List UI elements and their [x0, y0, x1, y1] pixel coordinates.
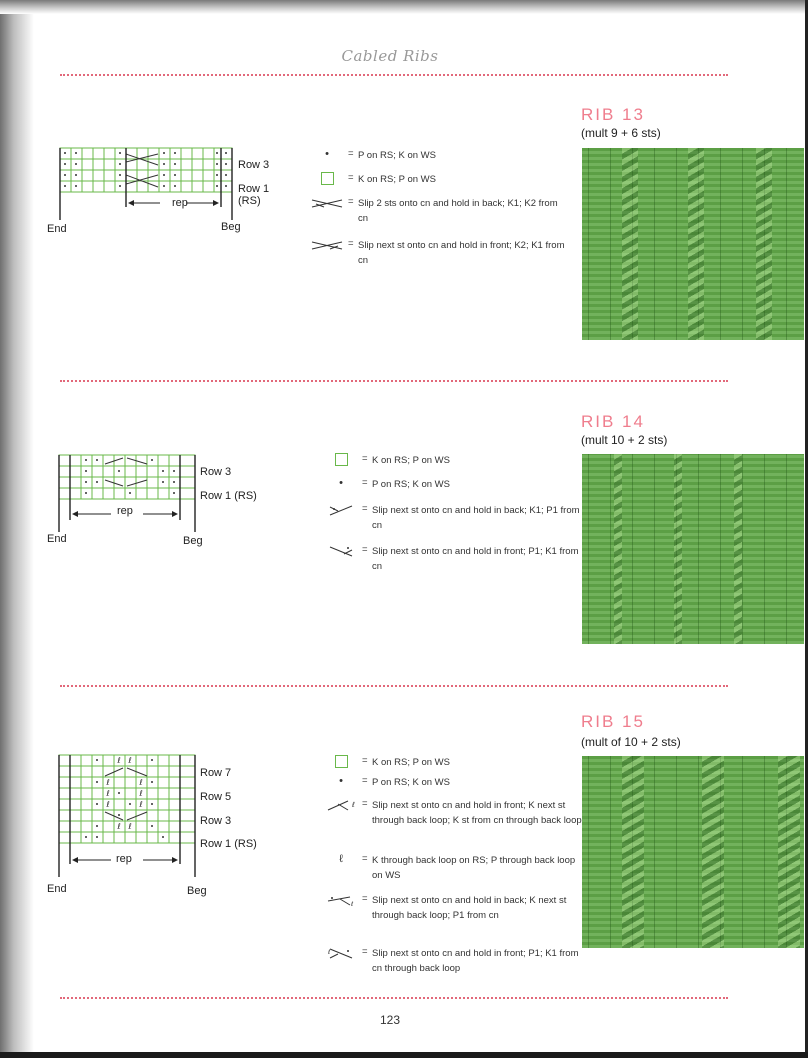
svg-text:ℓ: ℓ [352, 801, 355, 809]
cable-front-tbl-icon [324, 798, 358, 812]
svg-text:ℓ: ℓ [139, 800, 143, 809]
svg-text:ℓ: ℓ [117, 822, 121, 831]
page-number: 123 [379, 1013, 401, 1027]
beg-label: Beg [187, 885, 207, 897]
purl-dot-icon: • [339, 775, 343, 787]
svg-text:ℓ: ℓ [106, 778, 110, 787]
cable-back-icon [310, 196, 344, 210]
swatch-photo [582, 454, 804, 644]
stitch-chart [50, 145, 240, 220]
dotted-rule [60, 685, 728, 687]
empty-square-icon [324, 453, 358, 467]
beg-label: Beg [221, 221, 241, 233]
purl-dot-icon: • [325, 148, 329, 160]
bottom-edge [0, 1052, 808, 1058]
svg-text:ℓ: ℓ [328, 949, 331, 956]
row-label: (RS) [238, 195, 261, 207]
dotted-rule-top [60, 74, 728, 76]
rib-mult: (mult of 10 + 2 sts) [581, 735, 681, 749]
dotted-rule-bottom [60, 997, 728, 999]
svg-text:ℓ: ℓ [106, 800, 110, 809]
rep-label: rep [117, 505, 133, 517]
rib-title: RIB 13 [581, 105, 645, 124]
binding-shadow [0, 0, 34, 1058]
svg-text:ℓ: ℓ [117, 756, 121, 765]
empty-square-icon [324, 755, 358, 769]
row-label: Row 3 [200, 466, 232, 478]
end-label: End [47, 533, 67, 545]
twisted-stitch-icon: ℓ [339, 853, 343, 865]
rep-label: rep [172, 197, 188, 209]
cable-front-purl-icon [324, 544, 358, 558]
empty-square-icon [310, 172, 344, 186]
running-head: Cabled Ribs [341, 47, 439, 65]
swatch-photo [582, 148, 804, 340]
svg-text:ℓ: ℓ [139, 789, 143, 798]
cable-back-purl-icon [324, 503, 358, 517]
cable-back-tbl-purl-icon [324, 893, 358, 907]
row-label: Row 1 (RS) [200, 838, 257, 850]
row-label: Row 5 [200, 791, 232, 803]
svg-text:ℓ: ℓ [351, 901, 354, 907]
swatch-photo [582, 756, 804, 948]
row-label: Row 1 (RS) [200, 490, 257, 502]
end-label: End [47, 883, 67, 895]
row-label: Row 1 [238, 183, 270, 195]
rib-mult: (mult 10 + 2 sts) [581, 433, 668, 447]
rib-title: RIB 14 [581, 412, 645, 431]
beg-label: Beg [183, 535, 203, 547]
row-label: Row 3 [200, 815, 232, 827]
row-label: Row 7 [200, 767, 232, 779]
svg-text:ℓ: ℓ [128, 756, 132, 765]
rib-mult: (mult 9 + 6 sts) [581, 126, 661, 140]
row-label: Row 3 [238, 159, 270, 171]
top-shadow [0, 0, 808, 14]
svg-text:ℓ: ℓ [139, 778, 143, 787]
rep-label: rep [116, 853, 132, 865]
rib-title: RIB 15 [581, 712, 645, 731]
svg-text:ℓ: ℓ [106, 789, 110, 798]
dotted-rule [60, 380, 728, 382]
cable-front-purl-tbl-icon [324, 946, 358, 960]
cable-front-icon [310, 238, 344, 252]
svg-text:ℓ: ℓ [128, 822, 132, 831]
purl-dot-icon: • [339, 477, 343, 489]
stitch-chart [53, 452, 203, 532]
end-label: End [47, 223, 67, 235]
